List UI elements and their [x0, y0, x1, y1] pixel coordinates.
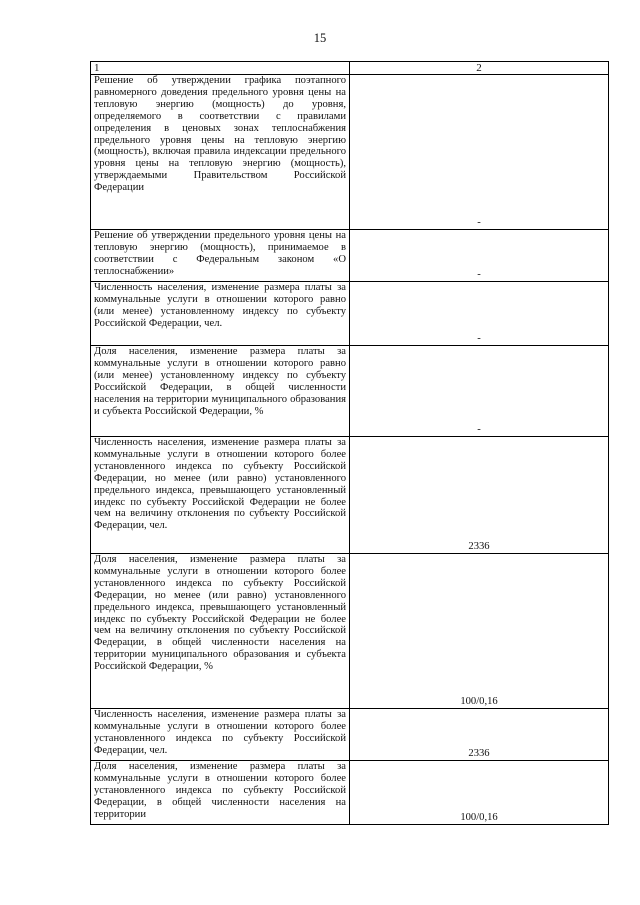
row-value: 2336	[350, 709, 609, 761]
row-value: 100/0,16	[350, 761, 609, 825]
row-description: Доля населения, изменение размера платы за коммунальные услуги в отношении которого более установленного индекса по субъекту Российской Федерации, но менее (или равно) установленного предельного индекса, превышающего установленный индекс по субъекту Российской Федерации не более чем на величину отклонения по субъекту Российской Федерации, в общей численности населения на территории муниципального образования и субъекта Российской Федерации, %	[91, 554, 350, 709]
page-number: 15	[313, 31, 327, 45]
table-row	[91, 709, 609, 761]
table-row	[91, 346, 609, 437]
table-row	[91, 437, 609, 554]
indicator-table	[90, 61, 609, 825]
table-row	[91, 761, 609, 825]
table-row	[91, 75, 609, 230]
row-value: 2336	[350, 437, 609, 554]
row-value: 100/0,16	[350, 554, 609, 709]
column-header-1: 1	[91, 62, 350, 75]
row-description: Численность населения, изменение размера платы за коммунальные услуги в отношении которого равно (или менее) установленному индексу по субъекту Российской Федерации, чел.	[91, 282, 350, 346]
row-description: Решение об утверждении графика поэтапного равномерного доведения предельного уровня цены на тепловую энергию (мощность) до уровня, определяемого в соответствии с правилами определения в ценовых зонах теплоснабжения предельного уровня цены на тепловую энергию (мощность), включая правила индексации предельного уровня цены на тепловую энергию (мощность), утверждаемыми Правительством Российской Федерации	[91, 75, 350, 230]
row-description: Численность населения, изменение размера платы за коммунальные услуги в отношении которого более установленного индекса по субъекту Российской Федерации, чел.	[91, 709, 350, 761]
table-row	[91, 230, 609, 282]
row-value: -	[350, 282, 609, 346]
row-description: Решение об утверждении предельного уровня цены на тепловую энергию (мощность), принимаемое в соответствии с Федеральным законом «О теплоснабжении»	[91, 230, 350, 282]
table-row	[91, 282, 609, 346]
column-header-2: 2	[350, 62, 609, 75]
row-description: Доля населения, изменение размера платы за коммунальные услуги в отношении которого более установленного индекса по субъекту Российской Федерации, в общей численности населения на территории	[91, 761, 350, 825]
row-value: -	[350, 346, 609, 437]
table-header-row	[91, 62, 609, 75]
table-row	[91, 554, 609, 709]
row-description: Доля населения, изменение размера платы за коммунальные услуги в отношении которого равно (или менее) установленному индексу по субъекту Российской Федерации, в общей численности населения на территории муниципального образования и субъекта Российской Федерации, %	[91, 346, 350, 437]
row-value: -	[350, 230, 609, 282]
row-value: -	[350, 75, 609, 230]
row-description: Численность населения, изменение размера платы за коммунальные услуги в отношении которого более установленного индекса по субъекту Российской Федерации, но менее (или равно) установленного предельного индекса, превышающего установленный индекс по субъекту Российской Федерации не более чем на величину отклонения по субъекту Российской Федерации, чел.	[91, 437, 350, 554]
